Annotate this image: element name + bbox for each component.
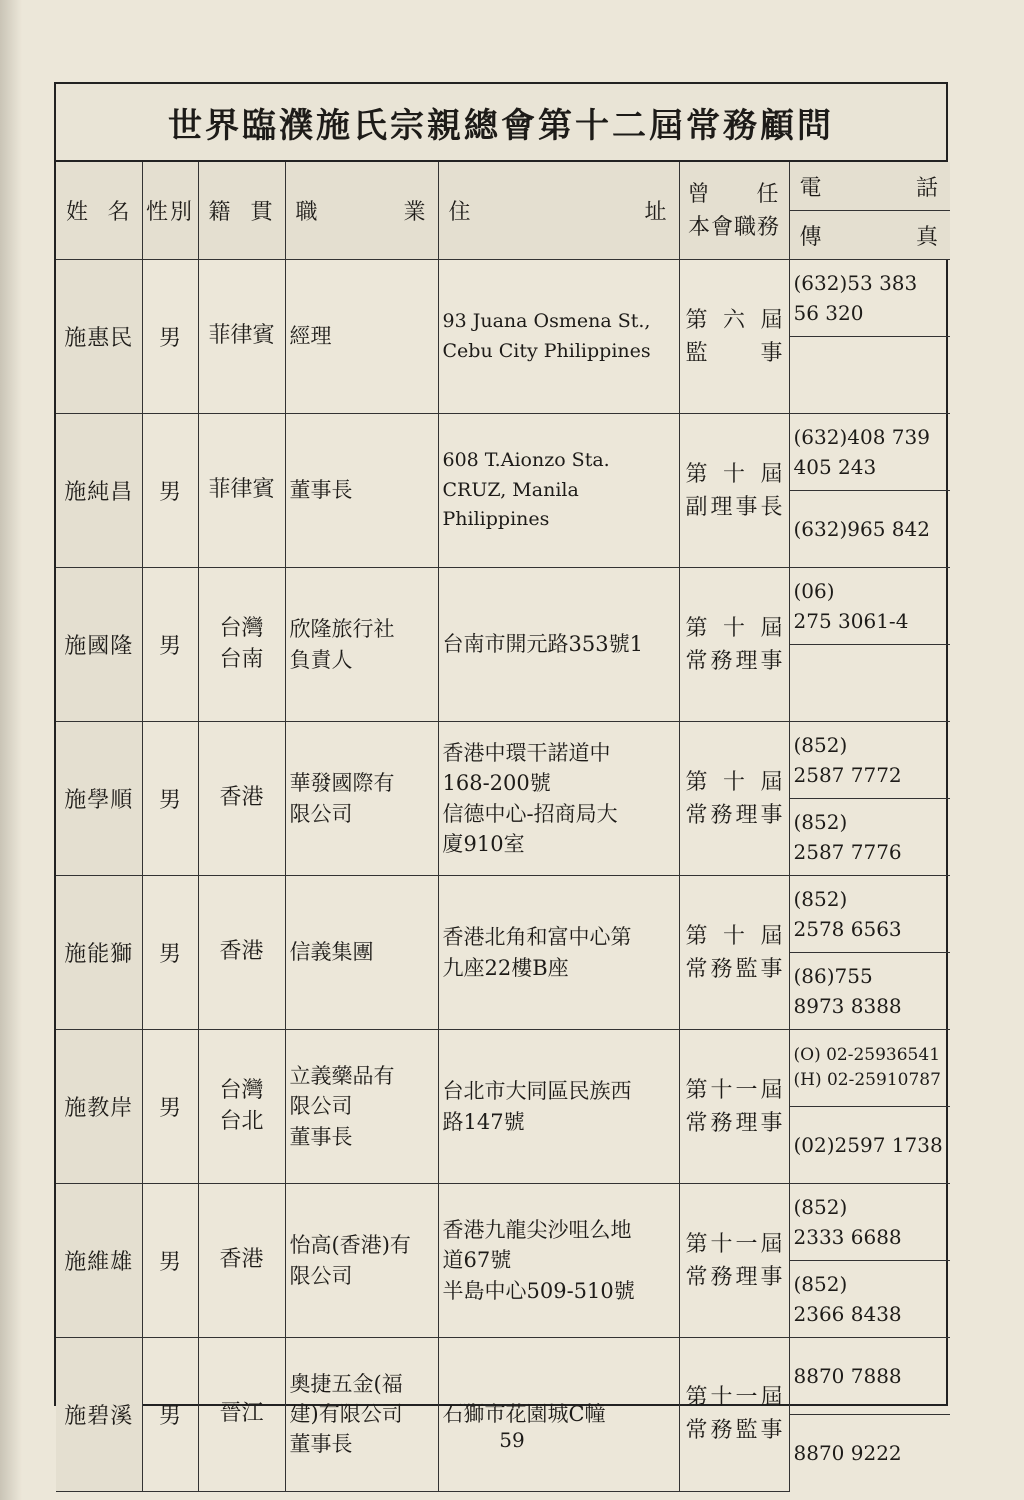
advisor-address: 香港北角和富中心第 九座22樓B座 (438, 876, 679, 1030)
advisor-occupation: 奧捷五金(福 建)有限公司 董事長 (285, 1338, 438, 1492)
role-term: 第 十 屆 (685, 923, 783, 949)
advisor-fax: (852) 2366 8438 (789, 1261, 950, 1338)
advisor-phone: (632)408 739 405 243 (789, 414, 950, 491)
advisor-name: 施純昌 (56, 414, 142, 568)
advisor-role (679, 414, 789, 568)
table-row (56, 1030, 950, 1107)
advisor-gender: 男 (142, 414, 198, 568)
advisor-address: 608 T.Aionzo Sta. CRUZ, Manila Philippines (438, 414, 679, 568)
advisor-occupation: 董事長 (285, 414, 438, 568)
header-occupation: 職 業 (285, 162, 438, 260)
advisor-fax: (852) 2587 7776 (789, 799, 950, 876)
advisor-fax (789, 645, 950, 722)
advisor-role (679, 876, 789, 1030)
table-row (56, 260, 950, 337)
header-address: 住 址 (438, 162, 679, 260)
advisor-address: 石獅市花園城C幢 (438, 1338, 679, 1492)
table-row (56, 1338, 950, 1415)
advisor-phone: (852) 2333 6688 (789, 1184, 950, 1261)
page-number: 59 (499, 1428, 525, 1452)
table-row (56, 1184, 950, 1261)
header-role: 曾 任 本會職務 (679, 162, 789, 260)
advisor-role (679, 1184, 789, 1338)
advisor-name: 施學順 (56, 722, 142, 876)
advisor-role (679, 260, 789, 414)
role-title: 常 務 理 事 (685, 648, 783, 674)
advisor-gender: 男 (142, 722, 198, 876)
role-title: 副 理 事 長 (685, 494, 783, 520)
role-term: 第 十 屆 (685, 615, 783, 641)
table-row (56, 722, 950, 799)
role-term: 第 十 一 屆 (685, 1231, 783, 1257)
table-row (56, 414, 950, 491)
advisor-address: 香港中環干諾道中 168-200號 信德中心-招商局大 廈910室 (438, 722, 679, 876)
advisor-name: 施碧溪 (56, 1338, 142, 1492)
table-row (56, 568, 950, 645)
advisor-role (679, 1338, 789, 1492)
advisor-name: 施教岸 (56, 1030, 142, 1184)
advisor-address: 台南市開元路353號1 (438, 568, 679, 722)
advisor-occupation: 華發國際有 限公司 (285, 722, 438, 876)
header-gender: 性別 (142, 162, 198, 260)
role-term: 第 十 屆 (685, 769, 783, 795)
advisor-name: 施國隆 (56, 568, 142, 722)
advisor-fax: (02)2597 1738 (789, 1107, 950, 1184)
advisor-phone: (06) 275 3061-4 (789, 568, 950, 645)
role-title: 常 務 監 事 (685, 956, 783, 982)
advisor-role (679, 722, 789, 876)
advisor-name: 施維雄 (56, 1184, 142, 1338)
advisor-address: 香港九龍尖沙咀么地 道67號 半島中心509-510號 (438, 1184, 679, 1338)
advisor-gender: 男 (142, 1184, 198, 1338)
advisor-fax: (632)965 842 (789, 491, 950, 568)
advisor-origin: 台灣 台北 (198, 1030, 285, 1184)
advisor-origin: 香港 (198, 876, 285, 1030)
header-row (56, 162, 950, 211)
advisor-origin: 香港 (198, 1184, 285, 1338)
advisor-table (56, 162, 950, 1492)
header-phone: 電 話 (789, 162, 950, 211)
role-term: 第 十 一 屆 (685, 1077, 783, 1103)
advisor-fax: 8870 9222 (789, 1415, 950, 1492)
advisor-origin: 菲律賓 (198, 414, 285, 568)
table-row (56, 876, 950, 953)
advisor-gender: 男 (142, 260, 198, 414)
advisor-table-frame (54, 82, 948, 1465)
advisor-origin: 香港 (198, 722, 285, 876)
advisor-fax (789, 337, 950, 414)
advisor-fax: (86)755 8973 8388 (789, 953, 950, 1030)
advisor-occupation: 信義集團 (285, 876, 438, 1030)
advisor-phone: (852) 2587 7772 (789, 722, 950, 799)
role-title: 常 務 理 事 (685, 802, 783, 828)
advisor-occupation: 經理 (285, 260, 438, 414)
role-term: 第 十 屆 (685, 461, 783, 487)
header-origin: 籍 貫 (198, 162, 285, 260)
advisor-address: 台北市大同區民族西 路147號 (438, 1030, 679, 1184)
advisor-phone: (O) 02-25936541 (H) 02-25910787 (789, 1030, 950, 1107)
role-term: 第 十 一 屆 (685, 1385, 783, 1411)
advisor-origin: 台灣 台南 (198, 568, 285, 722)
advisor-origin: 菲律賓 (198, 260, 285, 414)
header-name: 姓 名 (56, 162, 142, 260)
advisor-phone: (632)53 383 56 320 (789, 260, 950, 337)
advisor-occupation: 欣隆旅行社 負責人 (285, 568, 438, 722)
role-title: 常 務 監 事 (685, 1418, 783, 1444)
role-term: 第 六 屆 (685, 307, 783, 333)
advisor-gender: 男 (142, 568, 198, 722)
advisor-name: 施能獅 (56, 876, 142, 1030)
page-title: 世界臨濮施氏宗親總會第十二屆常務顧問 (56, 84, 946, 162)
advisor-occupation: 怡高(香港)有 限公司 (285, 1184, 438, 1338)
advisor-occupation: 立義藥品有 限公司 董事長 (285, 1030, 438, 1184)
role-title: 常 務 理 事 (685, 1264, 783, 1290)
advisor-address: 93 Juana Osmena St., Cebu City Philippines (438, 260, 679, 414)
advisor-phone: (852) 2578 6563 (789, 876, 950, 953)
advisor-gender: 男 (142, 876, 198, 1030)
book-gutter-shadow (0, 0, 22, 1500)
advisor-phone: 8870 7888 (789, 1338, 950, 1415)
role-title: 監 事 (685, 340, 783, 366)
advisor-gender: 男 (142, 1030, 198, 1184)
advisor-role (679, 568, 789, 722)
advisor-name: 施惠民 (56, 260, 142, 414)
advisor-role (679, 1030, 789, 1184)
advisor-gender: 男 (142, 1338, 198, 1492)
advisor-origin: 晉江 (198, 1338, 285, 1492)
header-fax: 傳 真 (789, 211, 950, 260)
role-title: 常 務 理 事 (685, 1110, 783, 1136)
